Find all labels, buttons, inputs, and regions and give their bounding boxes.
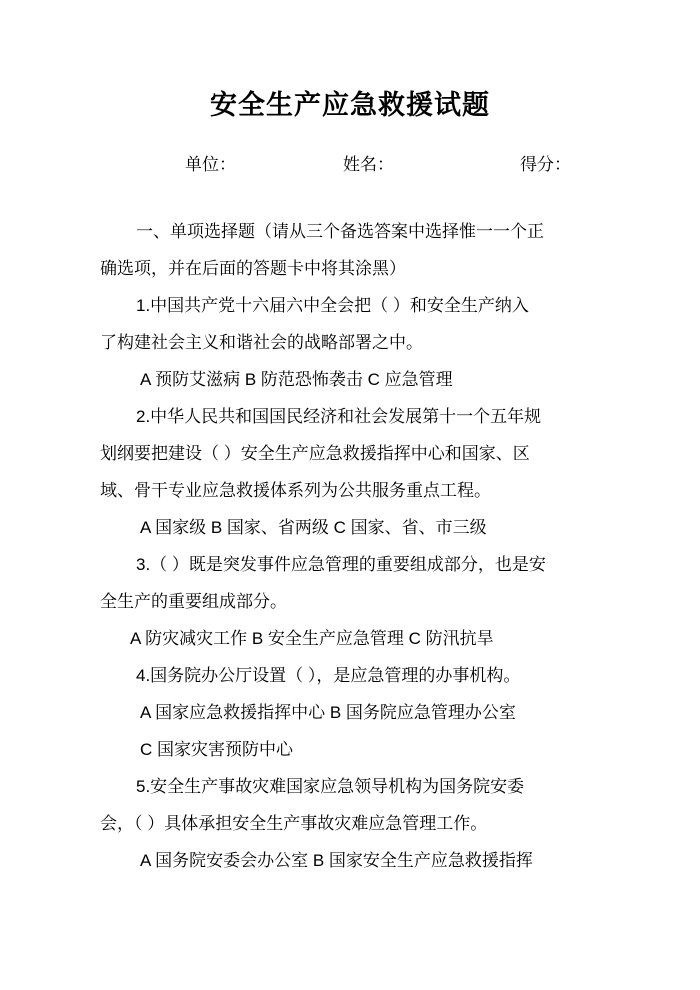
- question-5-stem-line-2: 会，（ ）具体承担安全生产事故灾难应急管理工作。: [100, 814, 488, 833]
- question-2-options[interactable]: A 国家级 B 国家、省两级 C 国家、省、市三级: [140, 518, 487, 537]
- field-label-name: 姓名：: [343, 155, 394, 174]
- section-heading-single-choice: [100, 213, 602, 287]
- page-title: 安全生产应急救援试题: [210, 90, 490, 120]
- document-body: [100, 213, 602, 879]
- question-1: [100, 287, 602, 398]
- question-1-options[interactable]: A 预防艾滋病 B 防范恐怖袭击 C 应急管理: [140, 370, 453, 389]
- question-5-stem-line-1: 5.安全生产事故灾难国家应急领导机构为国务院安委: [136, 777, 525, 796]
- header-fields-row: [100, 152, 600, 178]
- section-heading-line-1: 一、单项选择题（请从三个备选答案中选择惟一一个正: [136, 222, 544, 241]
- question-3: [100, 546, 602, 657]
- question-4-options-line-2[interactable]: C 国家灾害预防中心: [140, 740, 293, 759]
- question-3-options[interactable]: A 防灾减灾工作 B 安全生产应急管理 C 防汛抗旱: [130, 629, 494, 648]
- question-4: [100, 657, 602, 768]
- question-3-stem-line-1: 3.（ ）既是突发事件应急管理的重要组成部分，也是安: [136, 555, 546, 574]
- question-5-options-line-1[interactable]: A 国务院安委会办公室 B 国家安全生产应急救援指挥: [140, 851, 533, 870]
- question-1-stem-line-1: 1.中国共产党十六届六中全会把（ ）和安全生产纳入: [136, 296, 529, 315]
- question-4-stem-line-1: 4.国务院办公厅设置（ ），是应急管理的办事机构。: [136, 666, 521, 685]
- question-2-stem-line-1: 2.中华人民共和国国民经济和社会发展第十一个五年规: [136, 407, 542, 426]
- section-heading-line-2: 确选项，并在后面的答题卡中将其涂黑）: [100, 259, 406, 278]
- field-label-score: 得分：: [520, 155, 571, 174]
- question-1-stem-line-2: 了构建社会主义和谐社会的战略部署之中。: [100, 333, 423, 352]
- question-2-stem-line-3: 域、骨干专业应急救援体系列为公共服务重点工程。: [100, 481, 491, 500]
- question-2: [100, 398, 602, 546]
- question-5: [100, 768, 602, 879]
- question-2-stem-line-2: 划纲要把建设（ ）安全生产应急救援指挥中心和国家、区: [100, 444, 530, 463]
- question-3-stem-line-2: 全生产的重要组成部分。: [100, 592, 287, 611]
- field-label-unit: 单位：: [185, 155, 236, 174]
- question-4-options-line-1[interactable]: A 国家应急救援指挥中心 B 国务院应急管理办公室: [140, 703, 516, 722]
